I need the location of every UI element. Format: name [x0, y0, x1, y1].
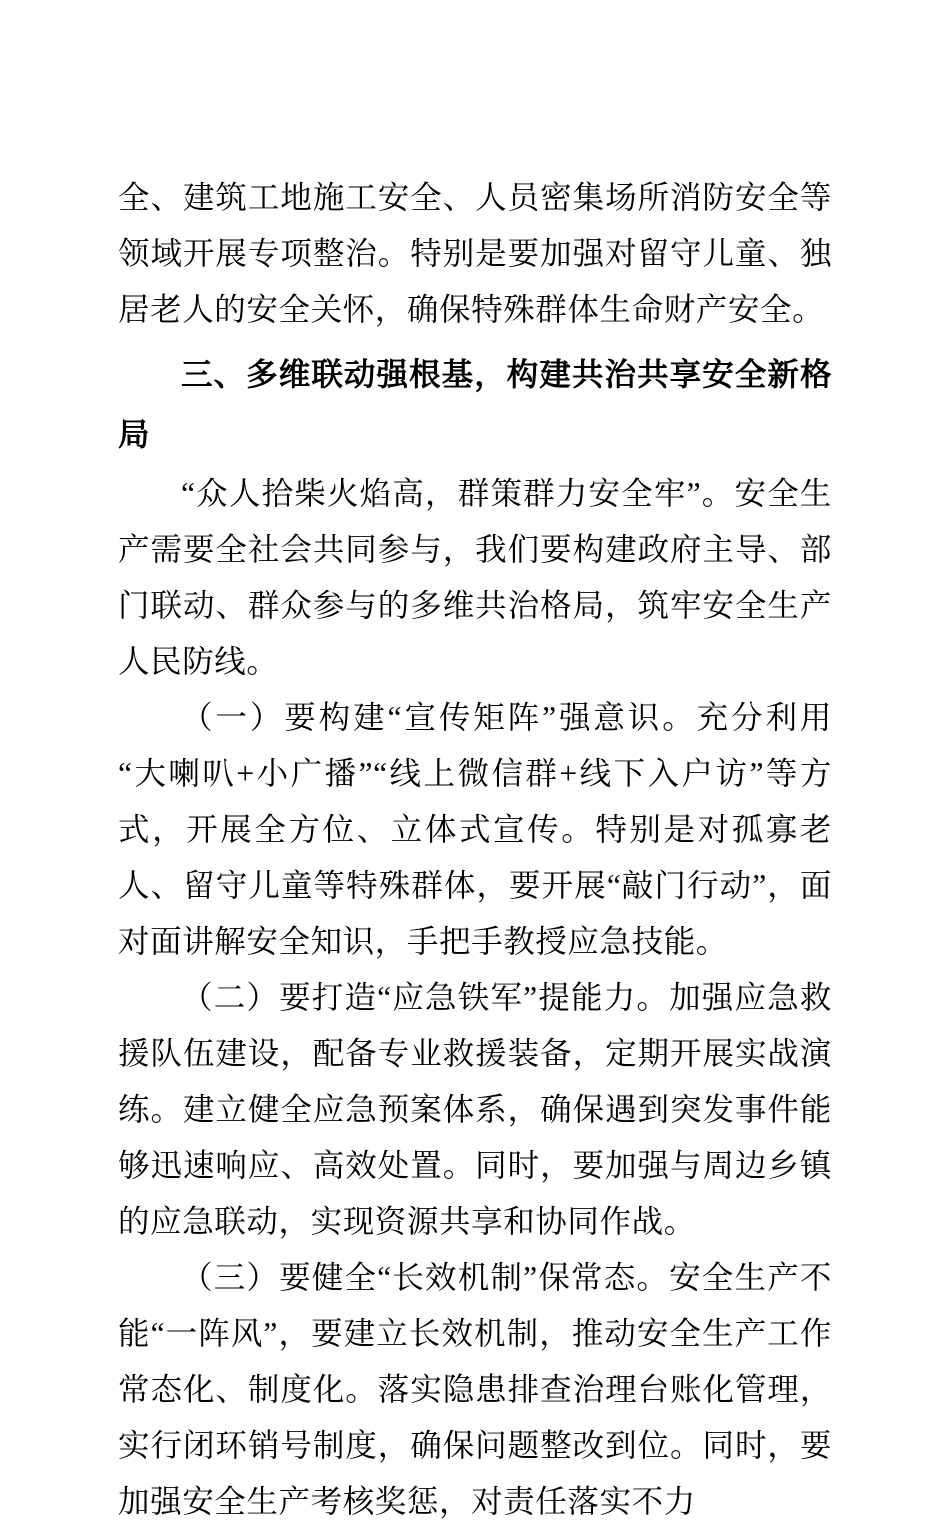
paragraph-quote-intro: “众人拾柴火焰高，群策群力安全牢”。安全生产需要全社会共同参与，我们要构建政府主导、部门联动、群众参与的多维共治格局，筑牢安全生产人民防线。 [118, 476, 832, 679]
paragraph-item-one: （一）要构建“宣传矩阵”强意识。充分利用“大喇叭+小广播”“线上微信群+线下入户访”等方式，开展全方位、立体式宣传。特别是对孤寡老人、留守儿童等特殊群体，要开展“敲门行动”，面对面讲解安全知识，手把手教授应急技能。 [118, 700, 832, 959]
paragraph-item-three: （三）要健全“长效机制”保常态。安全生产不能“一阵风”，要建立长效机制，推动安全生产工作常态化、制度化。落实隐患排查治理台账化管理，实行闭环销号制度，确保问题整改到位。同时，要加强安全生产考核奖惩，对责任落实不力 [118, 1260, 832, 1519]
document-body [118, 170, 832, 1530]
section-heading-three: 三、多维联动强根基，构建共治共享安全新格局 [118, 356, 832, 452]
paragraph-item-two: （二）要打造“应急铁军”提能力。加强应急救援队伍建设，配备专业救援装备，定期开展实战演练。建立健全应急预案体系，确保遇到突发事件能够迅速响应、高效处置。同时，要加强与周边乡镇的应急联动，实现资源共享和协同作战。 [118, 980, 832, 1239]
paragraph-continued: 全、建筑工地施工安全、人员密集场所消防安全等领域开展专项整治。特别是要加强对留守儿童、独居老人的安全关怀，确保特殊群体生命财产安全。 [118, 180, 832, 327]
